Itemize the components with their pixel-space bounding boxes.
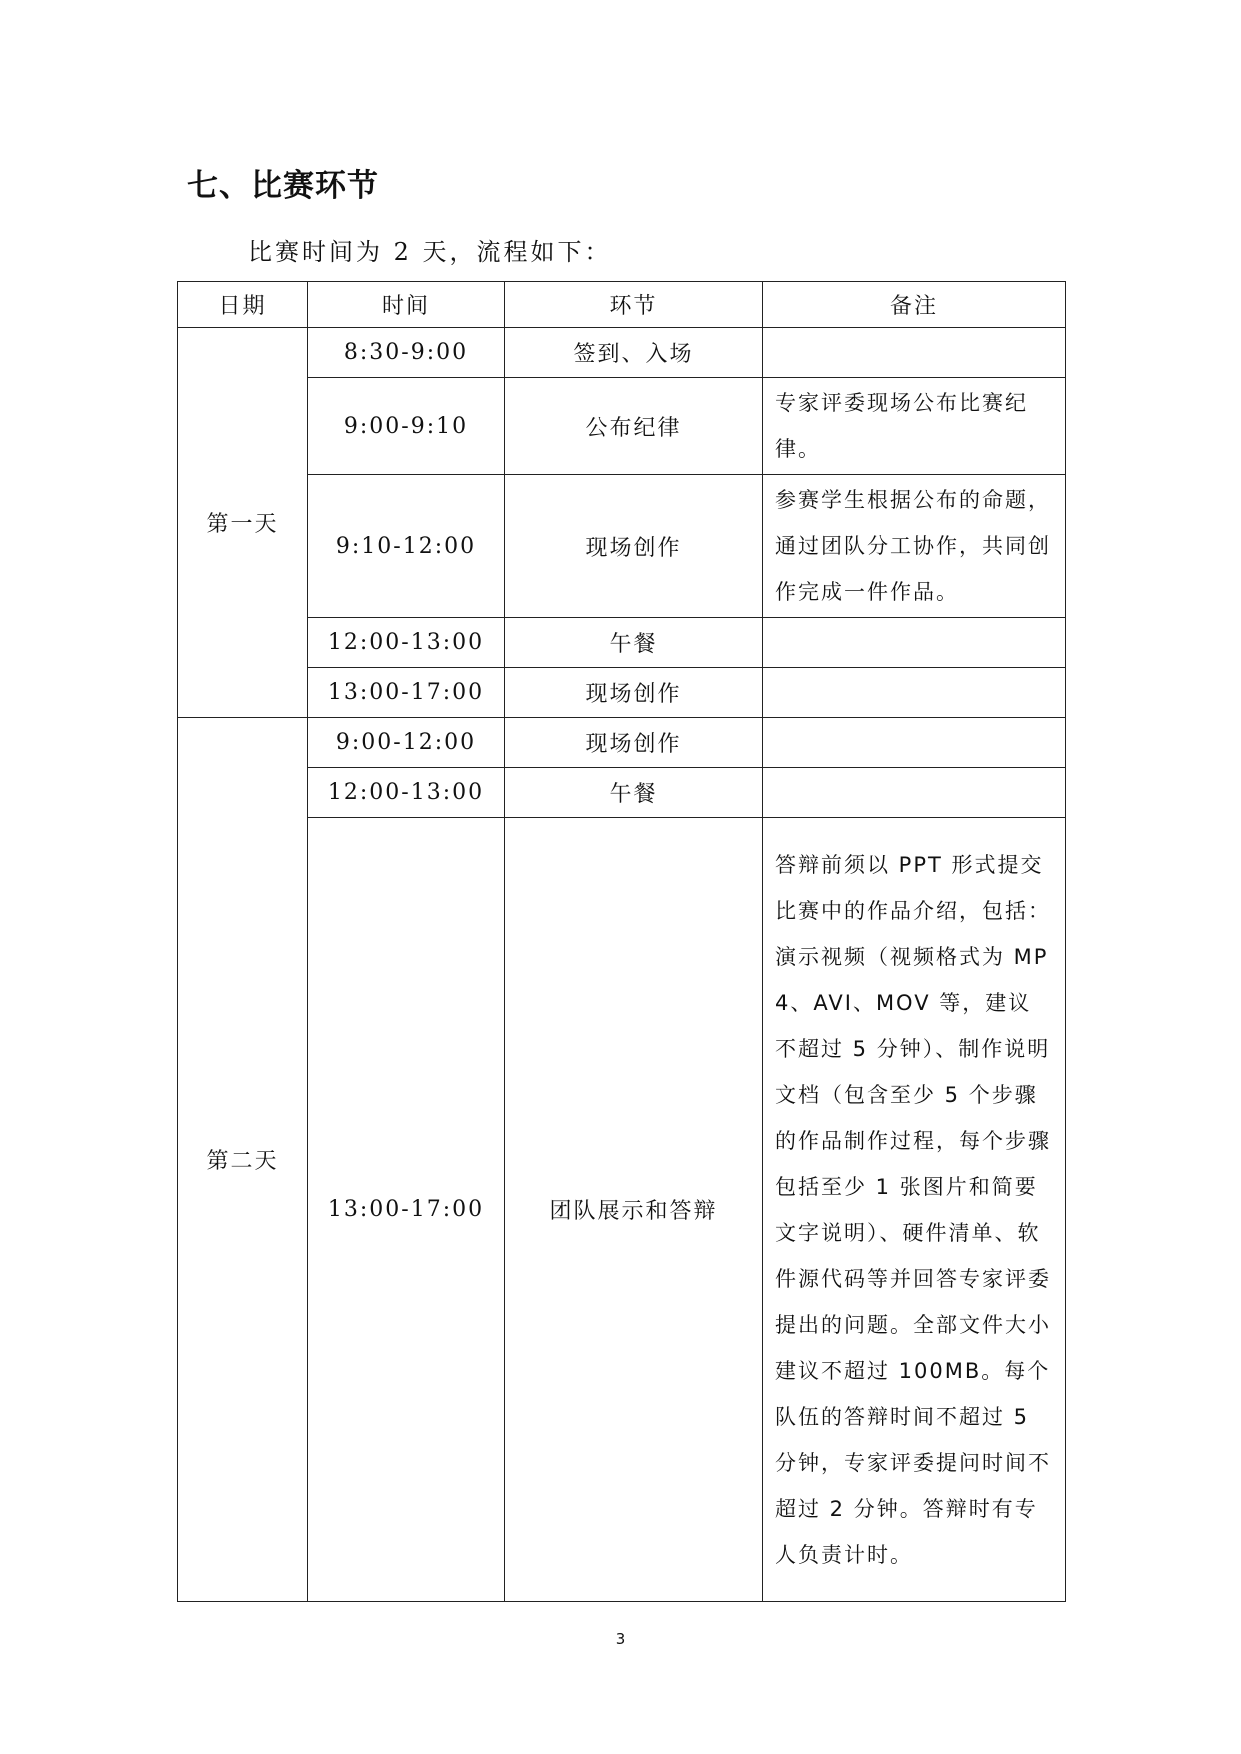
time-cell: 9:00-12:00 [308,718,505,768]
stage-cell: 团队展示和答辩 [505,818,763,1602]
stage-cell: 现场创作 [505,718,763,768]
schedule-table [177,281,1066,1602]
note-cell: 专家评委现场公布比赛纪律。 [763,378,1066,475]
note-cell: 答辩前须以 PPT 形式提交比赛中的作品介绍，包括：演示视频（视频格式为 MP4、AVI、MOV 等，建议不超过 5 分钟）、制作说明文档（包含至少 5 个步骤的作品制作过程，每个步骤包括至少 1 张图片和简要文字说明）、硬件清单、软件源代码等并回答专家评委提出的问题。全部文件大小建议不超过 100MB。每个队伍的答辩时间不超过 5 分钟，专家评委提问时间不超过 2 分钟。答辩时有专人负责计时。 [763,818,1066,1602]
table-header-row [178,282,1066,328]
time-cell: 13:00-17:00 [308,668,505,718]
table-row [178,718,1066,768]
time-cell: 8:30-9:00 [308,328,505,378]
section-heading: 七、比赛环节 [187,168,379,204]
stage-cell: 签到、入场 [505,328,763,378]
header-note: 备注 [763,282,1066,328]
note-cell [763,328,1066,378]
table-row [178,378,1066,475]
note-cell [763,768,1066,818]
stage-cell: 午餐 [505,768,763,818]
table-row [178,328,1066,378]
note-cell [763,618,1066,668]
stage-cell: 现场创作 [505,475,763,618]
table-row [178,668,1066,718]
day-label: 第二天 [178,718,308,1602]
table-row [178,768,1066,818]
stage-cell: 现场创作 [505,668,763,718]
note-cell [763,718,1066,768]
stage-cell: 午餐 [505,618,763,668]
day-label: 第一天 [178,328,308,718]
page-number: 3 [615,1630,626,1648]
time-cell: 13:00-17:00 [308,818,505,1602]
note-cell [763,668,1066,718]
header-date: 日期 [178,282,308,328]
intro-text: 比赛时间为 2 天，流程如下： [248,238,612,266]
header-time: 时间 [308,282,505,328]
time-cell: 9:00-9:10 [308,378,505,475]
time-cell: 12:00-13:00 [308,768,505,818]
table-row [178,818,1066,1602]
note-cell: 参赛学生根据公布的命题，通过团队分工协作，共同创作完成一件作品。 [763,475,1066,618]
time-cell: 9:10-12:00 [308,475,505,618]
table-row [178,475,1066,618]
time-cell: 12:00-13:00 [308,618,505,668]
header-stage: 环节 [505,282,763,328]
stage-cell: 公布纪律 [505,378,763,475]
table-row [178,618,1066,668]
